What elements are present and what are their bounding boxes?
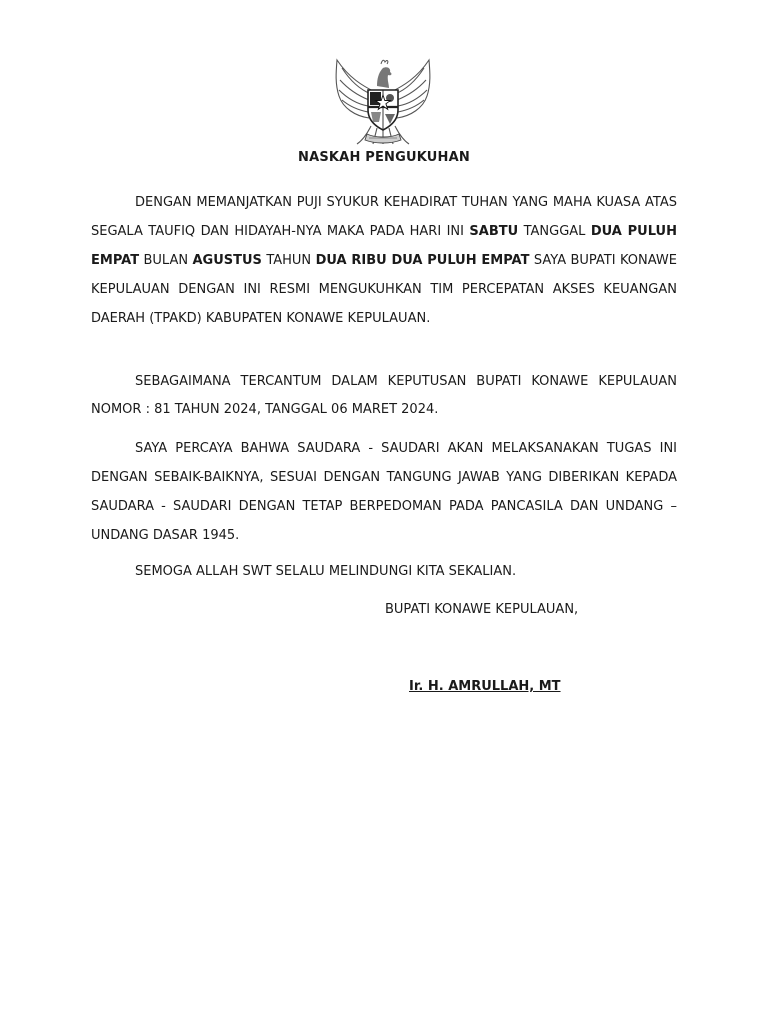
opening-text-3: BULAN [139,253,193,268]
paragraph-trust [91,434,677,550]
month-text: AGUSTUS [192,253,262,268]
signer-name: Ir. H. AMRULLAH, MT [409,679,561,694]
opening-text-2: TANGGAL [518,224,591,239]
year-text: DUA RIBU DUA PULUH EMPAT [315,253,530,268]
paragraph-opening [91,188,677,333]
paragraph-decree [91,368,677,424]
signature-title: BUPATI KONAWE KEPULAUAN, [385,602,579,617]
opening-text: DENGAN MEMANJATKAN PUJI SYUKUR KEHADIRAT TUHAN YANG MAHA KUASA ATAS SEGALA TAUFIQ DAN HIDAYAH-NYA MAKA PADA HARI INI [91,195,677,239]
opening-text-4: TAHUN [261,253,316,268]
trust-text: SAYA PERCAYA BAHWA SAUDARA - SAUDARI AKAN MELAKSANAKAN TUGAS INI DENGAN SEBAIK-BAIKNYA, SESUAI DENGAN TANGUNG JAWAB YANG DIBERIKAN KEPADA SAUDARA - SAUDARI DENGAN TETAP BERPEDOMAN PADA PANCASILA DAN UNDANG – UNDANG DASAR 1945. [91,441,677,543]
document-title: NASKAH PENGUKUHAN [298,150,470,165]
prayer-text: SEMOGA ALLAH SWT SELALU MELINDUNGI KITA SEKALIAN. [135,564,517,579]
opening-text-5: SAYA BUPATI KONAWE KEPULAUAN DENGAN INI RESMI MENGUKUHKAN TIM PERCEPATAN AKSES KEUANGAN DAERAH (TPAKD) KABUPATEN KONAWE KEPULAUAN. [91,253,678,326]
date-text: DUA PULUH EMPAT [91,224,677,268]
decree-text: SEBAGAIMANA TERCANTUM DALAM KEPUTUSAN BUPATI KONAWE KEPULAUAN NOMOR : 81 TAHUN 2024, TANGGAL 06 MARET 2024. [91,374,677,417]
day-text: SABTU [469,224,519,239]
garuda-emblem-icon [327,54,439,146]
paragraph-prayer [91,561,677,583]
